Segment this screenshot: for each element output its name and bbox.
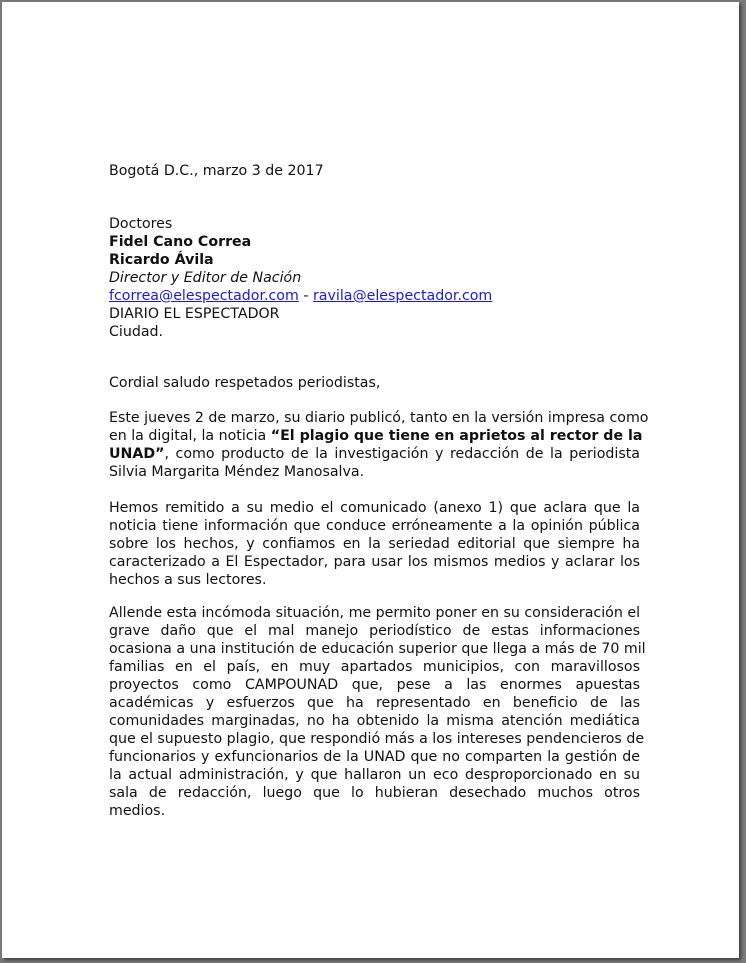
paragraph-1-line xyxy=(109,427,643,445)
paragraph-2 xyxy=(109,499,640,589)
article-title-part-2: UNAD” xyxy=(109,446,165,462)
paragraph-1-text: en la digital, la noticia xyxy=(109,428,271,444)
document-page xyxy=(2,2,739,958)
letter-date xyxy=(109,162,640,180)
paragraph-1-text: , como producto de la investigación y redacción de la periodista xyxy=(164,446,640,462)
paragraph-2-line: caracterizado a El Espectador, para usar los mismos medios y aclarar los xyxy=(109,554,640,570)
paragraph-2-line: noticia tiene información que conduce erróneamente a la opinión pública xyxy=(109,518,640,534)
paragraph-1-line: Este jueves 2 de marzo, su diario publicó, tanto en la versión impresa como xyxy=(109,410,649,426)
email-link-1[interactable]: fcorrea@elespectador.com xyxy=(109,288,299,304)
greeting-text: Cordial saludo respetados periodistas, xyxy=(109,375,381,391)
paragraph-3-line: sala de redacción, luego que lo hubieran desechado muchos otros xyxy=(109,785,640,801)
paragraph-3-line: familias en el país, en muy apartados municipios, con maravillosos xyxy=(109,659,640,675)
paragraph-3-line: funcionarios y exfuncionarios de la UNAD que no comparten la gestión de xyxy=(109,749,640,765)
paragraph-3-line: la actual administración, y que hallaron un eco desproporcionado en su xyxy=(109,767,640,783)
paragraph-3-line: medios. xyxy=(109,803,166,819)
paragraph-3 xyxy=(109,604,646,820)
recipient-block xyxy=(109,215,640,341)
date-text: Bogotá D.C., marzo 3 de 2017 xyxy=(109,163,324,179)
paragraph-2-line: sobre los hechos, y confiamos en la seriedad editorial que siempre ha xyxy=(109,536,640,552)
paragraph-3-line: proyectos como CAMPOUNAD que, pese a las enormes apuestas xyxy=(109,677,640,693)
paragraph-3-line: grave daño que el mal manejo periodístico de estas informaciones xyxy=(109,623,640,639)
email-link-2[interactable]: ravila@elespectador.com xyxy=(312,288,493,304)
paragraph-2-line: Hemos remitido a su medio el comunicado (anexo 1) que aclara que la xyxy=(109,500,640,516)
email-separator: - xyxy=(298,288,313,304)
paragraph-3-line: que el supuesto plagio, que respondió más a los intereses pendencieros de xyxy=(109,731,645,747)
paragraph-3-line: académicas y esfuerzos que ha representado en beneficio de las xyxy=(109,695,640,711)
recipient-organization: DIARIO EL ESPECTADOR xyxy=(109,306,280,322)
paragraph-2-line: hechos a sus lectores. xyxy=(109,572,267,588)
recipient-name-1: Fidel Cano Correa xyxy=(109,234,252,250)
email-line xyxy=(109,287,640,305)
paragraph-3-line: Allende esta incómoda situación, me permito poner en su consideración el xyxy=(109,605,641,621)
paragraph-1 xyxy=(109,409,649,481)
salutation: Doctores xyxy=(109,216,173,232)
paragraph-1-line xyxy=(109,445,640,463)
paragraph-1-line: Silvia Margarita Méndez Manosalva. xyxy=(109,464,365,480)
article-title-part-1: “El plagio que tiene en aprietos al rector de la xyxy=(270,428,643,444)
recipient-name-2: Ricardo Ávila xyxy=(109,252,214,268)
paragraph-3-line: ocasiona a una institución de educación superior que llega a más de 70 mil xyxy=(109,641,646,657)
recipient-city: Ciudad. xyxy=(109,324,164,340)
recipient-role: Director y Editor de Nación xyxy=(109,270,302,286)
greeting xyxy=(109,374,640,392)
paragraph-3-line: comunidades marginadas, no ha obtenido la misma atención mediática xyxy=(109,713,640,729)
